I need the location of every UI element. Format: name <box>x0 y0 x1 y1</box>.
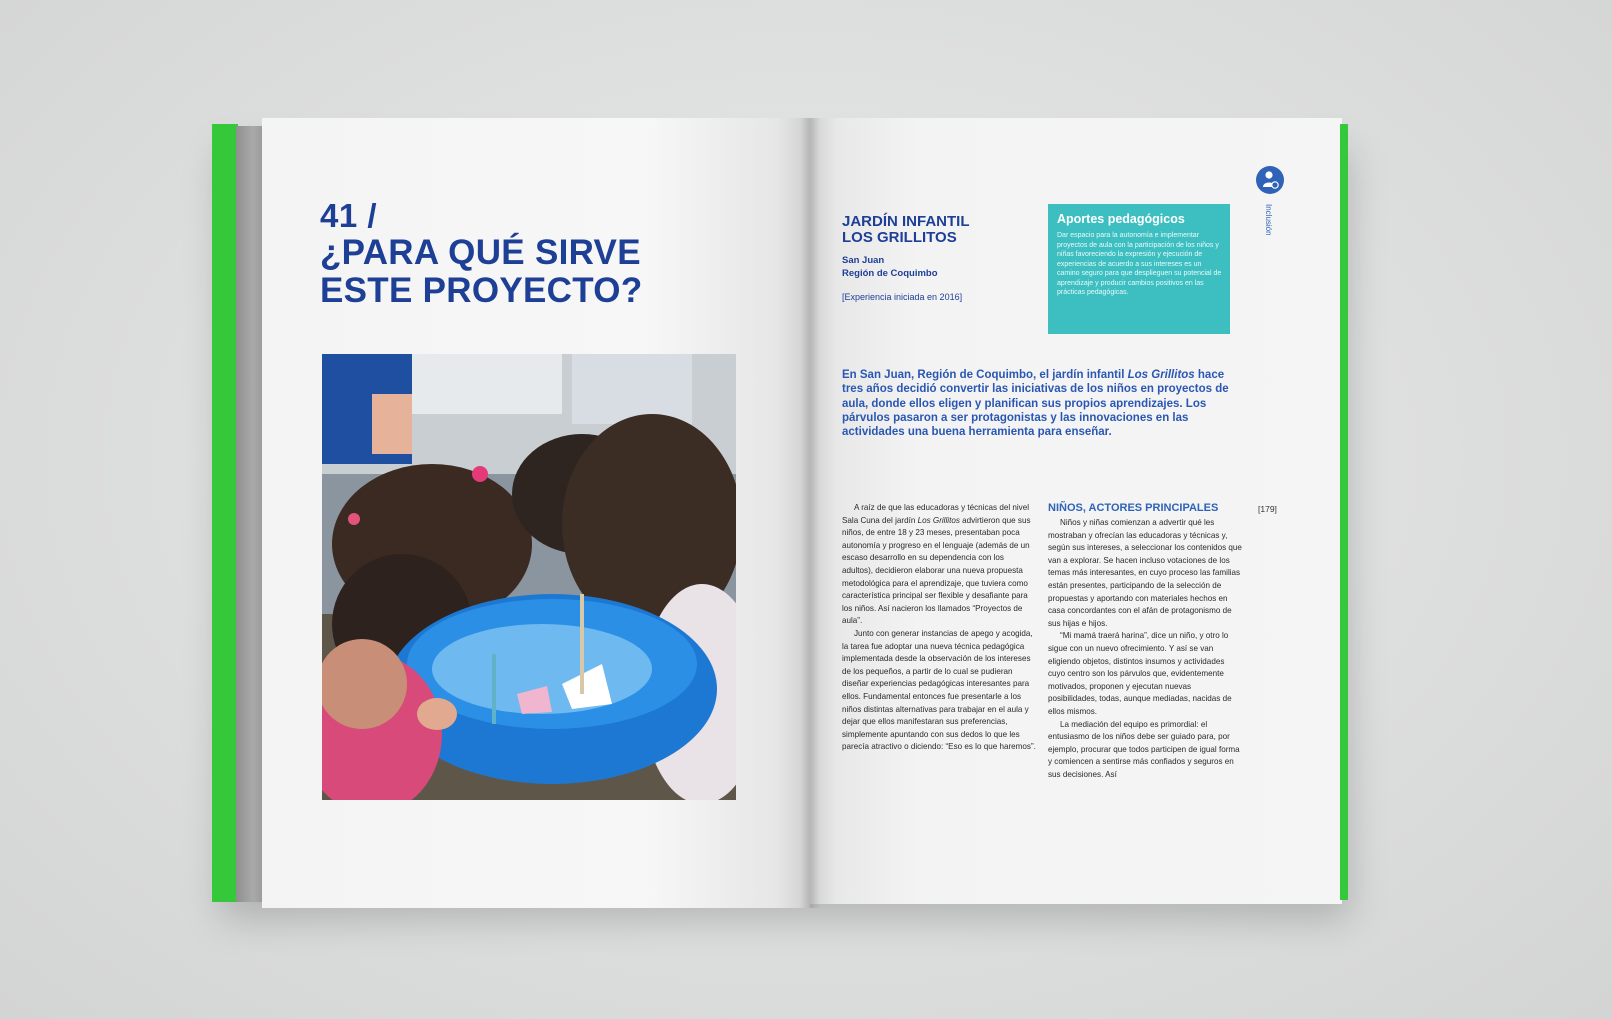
book-spine-right <box>1340 124 1348 900</box>
title-line-1: ¿PARA QUÉ SIRVE <box>320 233 641 272</box>
left-page <box>262 118 810 908</box>
heading-line-1: JARDÍN INFANTIL <box>842 213 970 230</box>
body-paragraph <box>842 502 1036 628</box>
open-book <box>212 118 1352 908</box>
body-column-right <box>1048 517 1242 781</box>
lead-text-italic: Los Grillitos <box>1127 369 1195 381</box>
aportes-title: Aportes pedagógicos <box>1057 212 1185 226</box>
title-line-2: ESTE PROYECTO? <box>320 271 643 310</box>
aportes-pedagogicos-box <box>1048 204 1230 334</box>
body-paragraph: La mediación del equipo es primordial: el entusiasmo de los niños debe ser guiado para, por ejemplo, procurar que todos participen de igual forma y comiencen a sentirse más confiados y seguros en sus decisiones. Así <box>1048 719 1240 779</box>
kindergarten-name <box>842 214 970 246</box>
lead-paragraph <box>842 368 1242 439</box>
section-heading: NIÑOS, ACTORES PRINCIPALES <box>1048 502 1219 514</box>
aportes-text: Dar espacio para la autonomía e implementar proyectos de aula con la participación de los niños y niñas favoreciendo la expresión y ejecución de experiencias de acuerdo a sus intereses es un camino seguro para que desplieguen su potencial de aprendizaje y producir cambios positivos en las prácticas pedagógicas. <box>1057 232 1222 296</box>
lead-text-start: En San Juan, Región de Coquimbo, el jardín infantil <box>842 369 1128 381</box>
inclusion-person-icon <box>1256 166 1284 194</box>
body-column-left <box>842 502 1036 754</box>
page-edges-left <box>236 126 264 902</box>
lead-text-end: hace tres años decidió convertir las iniciativas de los niños en proyectos de aula, donde ellos eligen y planifican sus propios aprendizajes. Los párvulos pasaron a ser protagonistas y las innovaciones en las actividades una buena herramienta para enseñar. <box>842 369 1229 439</box>
heading-line-2: LOS GRILLITOS <box>842 229 957 246</box>
category-label: Inclusión <box>1264 204 1273 236</box>
project-number: 41 / <box>320 197 378 234</box>
experience-year-note: [Experiencia iniciada en 2016] <box>842 292 963 302</box>
book-spine-left <box>212 124 238 902</box>
body-text: A raíz de que las educadoras y técnicas del nivel Sala Cuna del jardín <box>842 503 1030 525</box>
body-paragraph: Niños y niñas comienzan a advertir qué les mostraban y ofrecían las educadoras y técnicas y, según sus intereses, a seleccionar los contenidos que van a explorar. Se hacen incluso votaciones de los temas más interesantes, en cuyo proceso las familias están presentes, participando de la selección de propuestas y aportando con materiales hechos en casa concordantes con el afán de protagonismo de sus hijas e hijos. <box>1048 518 1242 628</box>
location-city: San Juan <box>842 255 885 266</box>
page-title <box>320 198 643 310</box>
location <box>842 254 938 280</box>
body-paragraph: Junto con generar instancias de apego y acogida, la tarea fue adoptar una nueva técnica pedagógica implementada desde la observación de los intereses de los pequeños, a partir de lo cual se pudieran diseñar experiencias pedagógicas interesantes para ellos. Fundamental entonces fue presentarle a los niños distintas alternativas para trabajar en el aula y dejar que ellos manifestaran sus preferencias, simplemente apuntando con sus dedos lo que les parecía atractivo o diciendo: “Eso es lo que haremos”. <box>842 628 1036 752</box>
location-region: Región de Coquimbo <box>842 268 938 279</box>
body-text: advirtieron que sus niños, de entre 18 y 23 meses, presentaban poca autonomía y progreso en el lenguaje (además de un escaso desarrollo en su dependencia con los adultos), decidieron elaborar una nueva propuesta metodológica para el aprendizaje, que tuviera como característica principal ser flexible y desafiante para los niños. Así nacieron los llamados “Proyectos de aula”. <box>842 515 1031 626</box>
book-gutter <box>800 118 820 908</box>
body-text-italic: Los Grillitos <box>917 515 960 525</box>
children-water-tub-photo <box>322 354 736 800</box>
body-paragraph: “Mi mamá traerá harina”, dice un niño, y otro lo sigue con un nuevo ofrecimiento. Y así se van eligiendo objetos, distintos insumos y actividades cuyo centro son los párvulos que, evidentemente motivados, proponen y ejecutan nuevas posibilidades, todas, aunque mediadas, nacidas de ellos mismos. <box>1048 631 1232 716</box>
page-number: [179] <box>1258 504 1277 514</box>
